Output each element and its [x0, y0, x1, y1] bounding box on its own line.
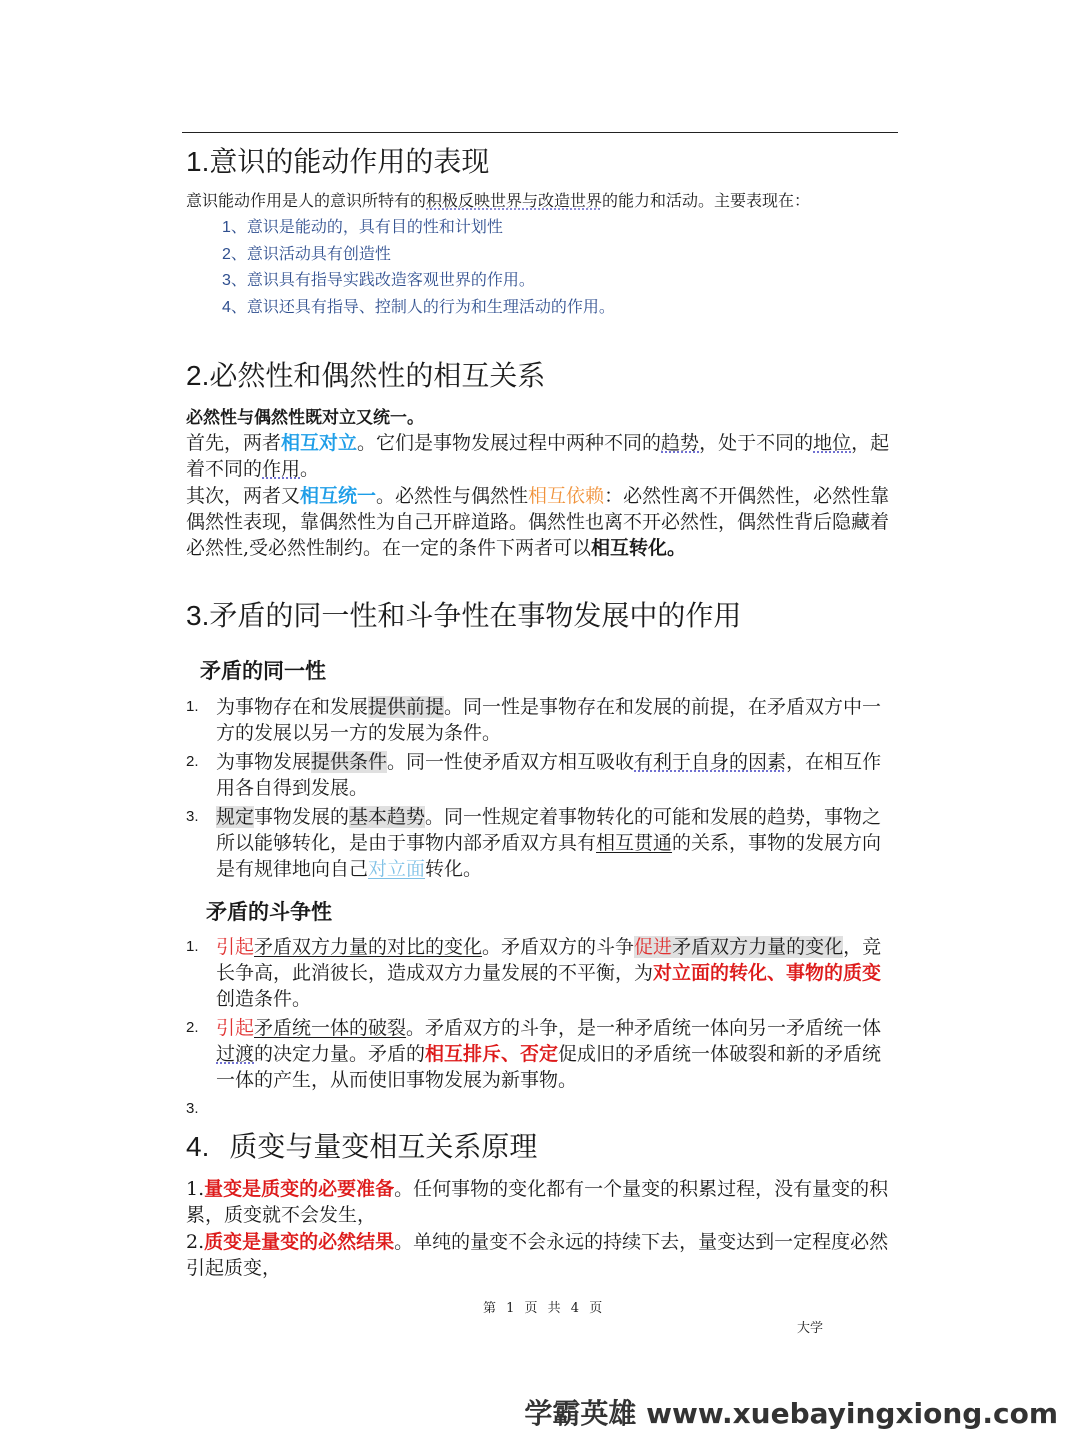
- subheading-identity: 矛盾的同一性: [200, 659, 326, 683]
- page-number: 第 1 页 共 4 页: [483, 1301, 606, 1316]
- list-item: 1. 引起矛盾双方力量的对比的变化。矛盾双方的斗争促进矛盾双方力量的变化，竞长争高，此消彼长，造成双方力量发展的不平衡，为对立面的转化、事物的质变创造条件。: [186, 936, 882, 1010]
- list-item: 2. 为事物发展提供条件。同一性使矛盾双方相互吸收有利于自身的因素，在相互作用各自得到发展。: [186, 751, 882, 799]
- list-item: 3.: [186, 1100, 199, 1117]
- list-item: 3、意识具有指导实践改造客观世界的作用。: [222, 270, 535, 289]
- section-4-para-1: 1.量变是质变的必要准备。任何事物的变化都有一个量变的积累过程，没有量变的积累，质变就不会发生，: [186, 1178, 889, 1226]
- section-2-para-2: 其次，两者又相互统一。必然性与偶然性相互依赖：必然性离不开偶然性，必然性靠偶然性表现，靠偶然性为自己开辟道路。偶然性也离不开必然性，偶然性背后隐藏着必然性,受必然性制约。在一定的条件下两者可以相互转化。: [186, 485, 890, 559]
- list-item: 1、意识是能动的，具有目的性和计划性: [222, 217, 503, 236]
- list-item: 4、意识还具有指导、控制人的行为和生理活动的作用。: [222, 296, 615, 316]
- section-4-para-2: 2.质变是量变的必然结果。单纯的量变不会永远的持续下去，量变达到一定程度必然引起质变，: [186, 1231, 889, 1279]
- section-1-title: 1.意识的能动作用的表现: [186, 145, 490, 178]
- list-item: 3. 规定事物发展的基本趋势。同一性规定着事物转化的可能和发展的趋势，事物之所以能够转化，是由于事物内部矛盾双方具有相互贯通的关系，事物的发展方向是有规律地向自己对立面转化。: [186, 806, 882, 880]
- section-4-title: 4. 质变与量变相互关系原理: [186, 1130, 538, 1163]
- list-item: 2. 引起矛盾统一体的破裂。矛盾双方的斗争，是一种矛盾统一体向另一矛盾统一体过渡的决定力量。矛盾的相互排斥、否定促成旧的矛盾统一体破裂和新的矛盾统一体的产生，从而使旧事物发展为新事物。: [186, 1017, 882, 1091]
- list-item: 1. 为事物存在和发展提供前提。同一性是事物存在和发展的前提，在矛盾双方中一方的发展以另一方的发展为条件。: [186, 696, 882, 744]
- list-item: 2、意识活动具有创造性: [222, 243, 391, 263]
- subheading-struggle: 矛盾的斗争性: [206, 900, 332, 924]
- watermark: 学霸英雄 www.xuebayingxiong.com: [524, 1397, 1058, 1430]
- section-2-lead: 必然性与偶然性既对立又统一。: [186, 408, 424, 428]
- section-1-list: [222, 214, 615, 320]
- footer-school: 大学: [797, 1321, 824, 1336]
- header-rule: [182, 132, 898, 133]
- section-2-title: 2.必然性和偶然性的相互关系: [186, 359, 546, 392]
- identity-list: [186, 694, 898, 885]
- section-3-title: 3.矛盾的同一性和斗争性在事物发展中的作用: [186, 599, 742, 632]
- section-1-intro: 意识能动作用是人的意识所特有的积极反映世界与改造世界的能力和活动。主要表现在：: [186, 191, 811, 210]
- struggle-list: [186, 934, 898, 1125]
- section-2-para-1: 首先，两者相互对立。它们是事物发展过程中两种不同的趋势，处于不同的地位，起着不同的作用。: [186, 432, 890, 480]
